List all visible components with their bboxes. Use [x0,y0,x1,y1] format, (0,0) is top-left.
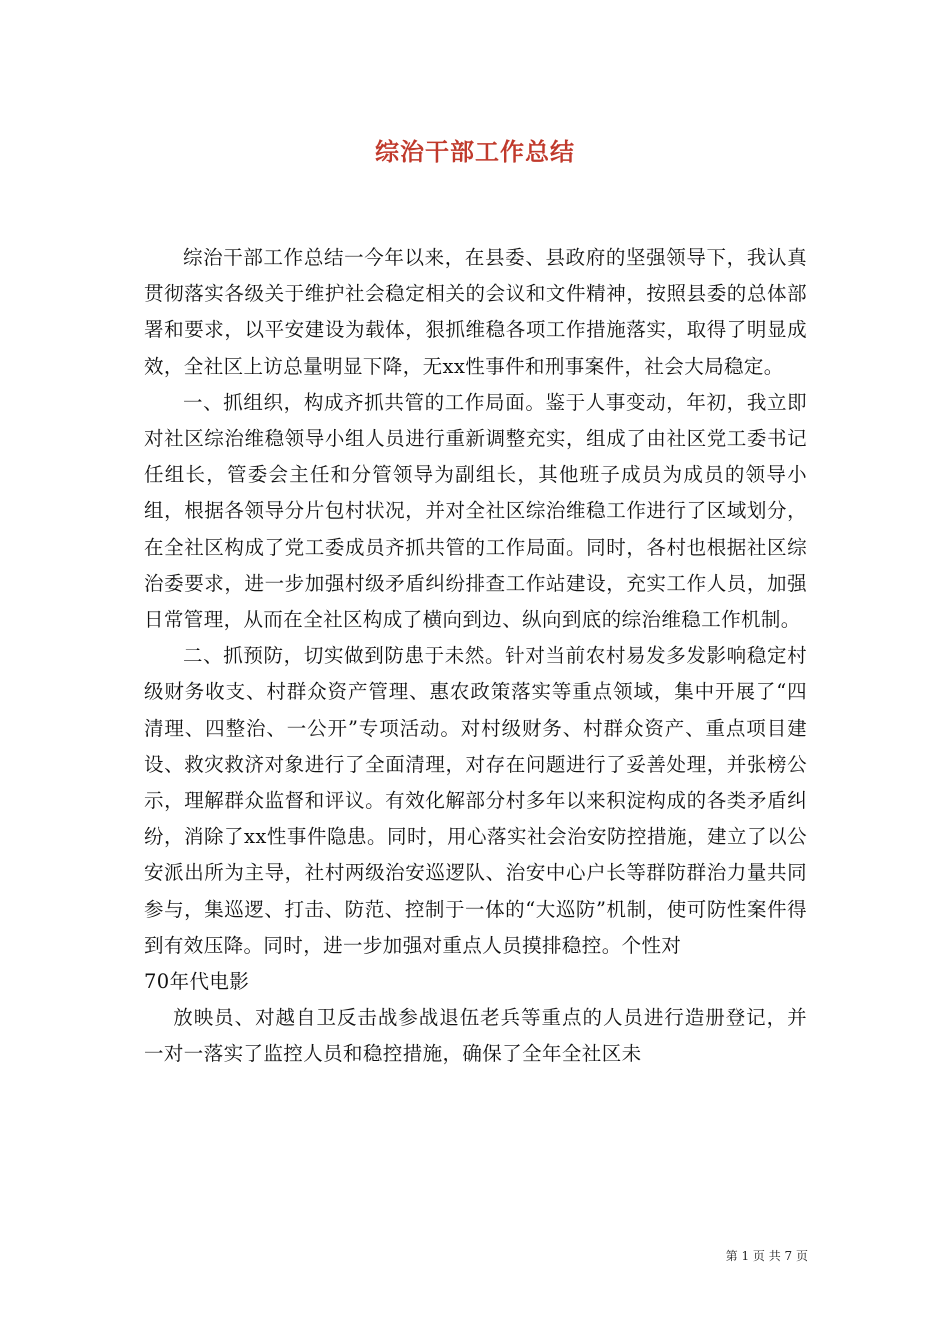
paragraph-continuation: 放映员、对越自卫反击战参战退伍老兵等重点的人员进行造册登记，并一对一落实了监控人员和稳控措施，确保了全年全社区未 [144,1006,807,1066]
paragraph-fragment: 70年代电影 [144,970,250,994]
document-title: 综治干部工作总结 [375,137,575,166]
page-number: 第 1 页 共 7 页 [725,1249,808,1263]
paragraph-intro: 综治干部工作总结一今年以来，在县委、县政府的坚强领导下，我认真贯彻落实各级关于维护社会稳定相关的会议和文件精神，按照县委的总体部署和要求，以平安建设为载体，狠抓维稳各项工作措施落实，取得了明显成效，全社区上访总量明显下降，无xx性事件和刑事案件，社会大局稳定。 [144,246,807,378]
paragraph-section-one: 一、抓组织，构成齐抓共管的工作局面。鉴于人事变动，年初，我立即对社区综治维稳领导小组人员进行重新调整充实，组成了由社区党工委书记任组长，管委会主任和分管领导为副组长，其他班子成员为成员的领导小组，根据各领导分片包村状况，并对全社区综治维稳工作进行了区域划分，在全社区构成了党工委成员齐抓共管的工作局面。同时，各村也根据社区综治委要求，进一步加强村级矛盾纠纷排查工作站建设，充实工作人员，加强日常管理，从而在全社区构成了横向到边、纵向到底的综治维稳工作机制。 [144,390,807,632]
paragraph-section-two: 二、抓预防，切实做到防患于未然。针对当前农村易发多发影响稳定村级财务收支、村群众资产管理、惠农政策落实等重点领域，集中开展了“四清理、四整治、一公开”专项活动。对村级财务、村群众资产、重点项目建设、救灾救济对象进行了全面清理，对存在问题进行了妥善处理，并张榜公示，理解群众监督和评议。有效化解部分村多年以来积淀构成的各类矛盾纠纷，消除了xx性事件隐患。同时，用心落实社会治安防控措施，建立了以公安派出所为主导，社村两级治安巡逻队、治安中心户长等群防群治力量共同参与，集巡逻、打击、防范、控制于一体的“大巡防”机制，使可防性案件得到有效压降。同时，进一步加强对重点人员摸排稳控。个性对 [144,644,807,957]
document-body [144,240,807,1073]
